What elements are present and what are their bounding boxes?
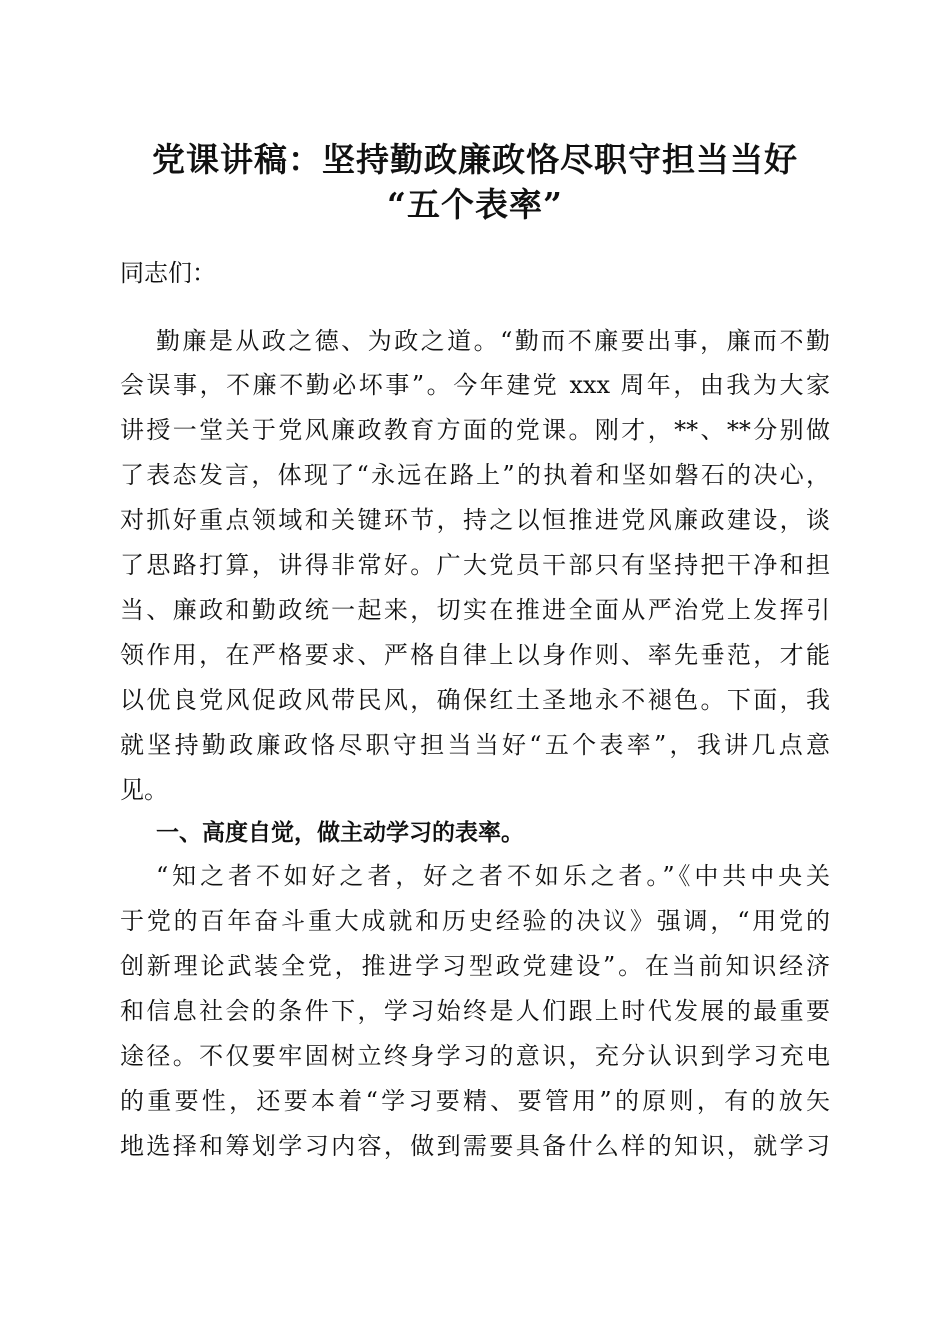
intro-paragraph-line: 当、廉政和勤政统一起来，切实在推进全面从严治党上发挥引	[120, 596, 830, 624]
intro-paragraph-line: 见。	[120, 776, 168, 804]
intro-paragraph-line: 以优良党风促政风带民风，确保红土圣地永不褪色。下面，我	[120, 686, 830, 714]
intro-paragraph-line: 领作用，在严格要求、严格自律上以身作则、率先垂范，才能	[120, 641, 830, 669]
intro-paragraph-line: 讲授一堂关于党风廉政教育方面的党课。刚才，**、**分别做	[120, 416, 830, 444]
intro-paragraph-line: 对抓好重点领域和关键环节，持之以恒推进党风廉政建设，谈	[120, 506, 830, 534]
intro-paragraph-line: 会误事，不廉不勤必坏事”。今年建党 xxx 周年，由我为大家	[120, 371, 830, 399]
intro-paragraph-line: 就坚持勤政廉政恪尽职守担当当好“五个表率”，我讲几点意	[120, 731, 830, 759]
intro-paragraph-line: 了表态发言，体现了“永远在路上”的执着和坚如磐石的决心，	[120, 461, 830, 489]
section-paragraph-line: 创新理论武装全党，推进学习型政党建设”。在当前知识经济	[120, 952, 830, 980]
section-paragraph-line: 地选择和筹划学习内容，做到需要具备什么样的知识，就学习	[120, 1132, 830, 1160]
intro-paragraph-line: 勤廉是从政之德、为政之道。“勤而不廉要出事，廉而不勤	[156, 327, 830, 355]
section-paragraph-line: 和信息社会的条件下，学习始终是人们跟上时代发展的最重要	[120, 997, 830, 1025]
section-paragraph-line: 途径。不仅要牢固树立终身学习的意识，充分认识到学习充电	[120, 1042, 830, 1070]
section-paragraph-line: 于党的百年奋斗重大成就和历史经验的决议》强调，“用党的	[120, 907, 830, 935]
section-paragraph-line: 的重要性，还要本着“学习要精、要管用”的原则，有的放矢	[120, 1087, 830, 1115]
salutation: 同志们：	[120, 259, 216, 287]
intro-paragraph-line: 了思路打算，讲得非常好。广大党员干部只有坚持把干净和担	[120, 551, 830, 579]
document-title-line-1: 党课讲稿：坚持勤政廉政恪尽职守担当当好	[152, 140, 798, 179]
document-title-line-2: “五个表率”	[387, 185, 563, 224]
section-heading: 一、高度自觉，做主动学习的表率。	[156, 820, 524, 846]
section-paragraph-line: “知之者不如好之者，好之者不如乐之者。”《中共中央关	[156, 862, 830, 890]
